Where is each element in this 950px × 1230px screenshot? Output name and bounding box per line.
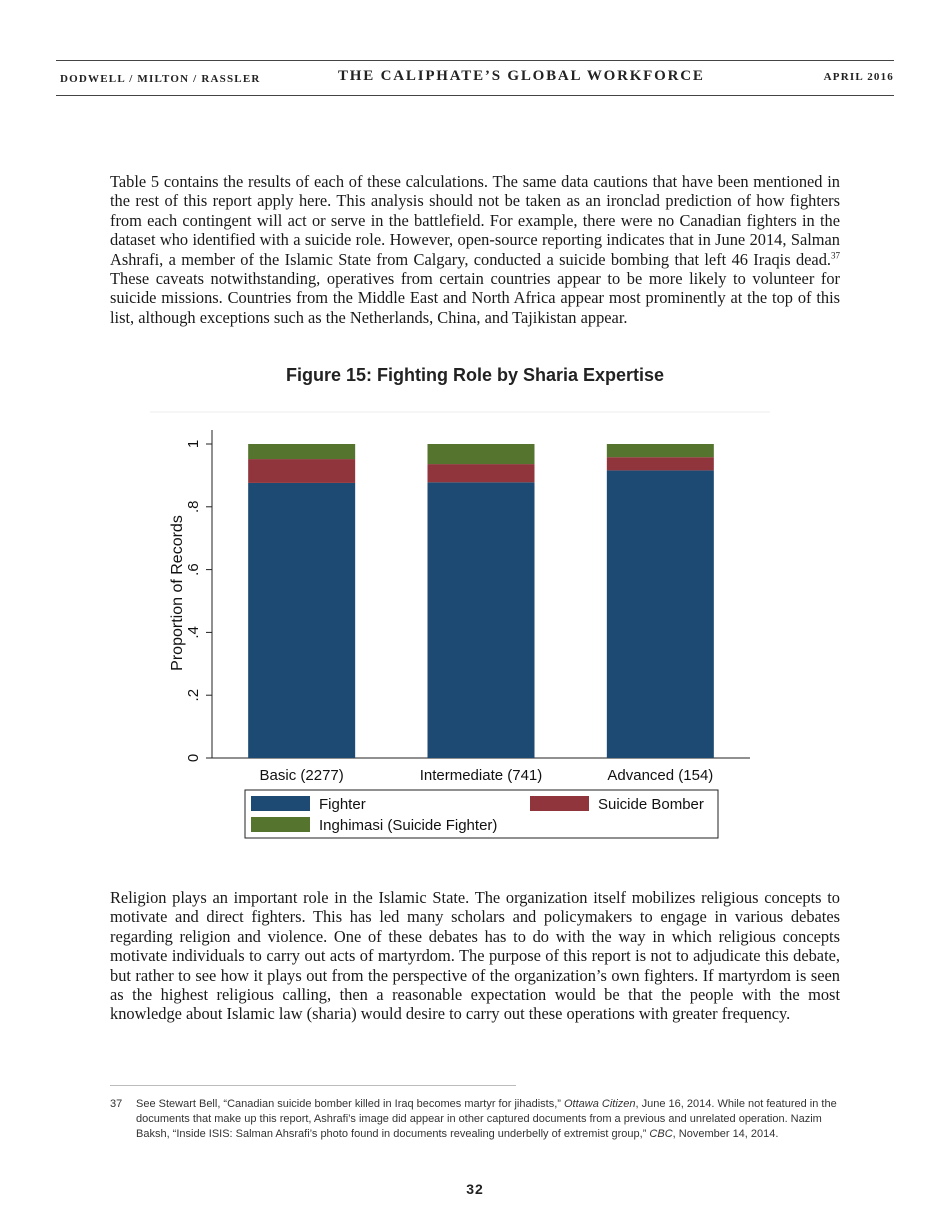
footnote-rule <box>110 1085 516 1086</box>
page-number: 32 <box>466 1181 484 1197</box>
footnote-source-1: Ottawa Citizen <box>563 1098 636 1110</box>
x-axis <box>206 758 750 784</box>
footnote-part-1: See Stewart Bell, “Canadian suicide bomber killed in Iraq becomes martyr for jihadists,” <box>136 1098 564 1110</box>
y-tick-label: .6 <box>185 563 202 576</box>
y-axis <box>185 430 212 762</box>
y-tick-label: .8 <box>185 500 202 514</box>
legend-label: Fighter <box>319 796 366 813</box>
paragraph-1-end: These caveats notwithstanding, operatives from certain countries appear to be more likely to volunteer for suicide missions. Countries from the Middle East and North Africa appear most prominently at the top of this list, although exceptions such as the Netherlands, China, and Tajikistan appear. <box>110 269 840 327</box>
bar-chart <box>150 410 770 850</box>
bar-inghimasi-suicide-fighter <box>607 444 714 457</box>
paragraph-1 <box>110 172 840 327</box>
legend-swatch <box>251 796 310 811</box>
x-tick-label: Intermediate (741) <box>419 767 543 784</box>
bar-inghimasi-suicide-fighter <box>248 444 355 459</box>
footnote-number: 37 <box>110 1098 123 1110</box>
x-tick-label: Basic (2277) <box>259 767 344 784</box>
bar-suicide-bomber <box>248 459 355 483</box>
bar-suicide-bomber <box>607 457 714 470</box>
y-axis-label: Proportion of Records <box>169 515 186 671</box>
legend-swatch <box>530 796 589 811</box>
x-tick-label: Advanced (154) <box>607 767 714 784</box>
y-tick-label: 1 <box>185 439 202 449</box>
figure-title: Figure 15: Fighting Role by Sharia Expertise <box>285 365 665 385</box>
header-title: THE CALIPHATE’S GLOBAL WORKFORCE <box>338 68 705 84</box>
bar-fighter <box>428 482 535 758</box>
bars-group <box>248 444 714 758</box>
bar-suicide-bomber <box>428 464 535 482</box>
y-tick-label: 0 <box>185 753 202 763</box>
legend-label: Suicide Bomber <box>598 796 704 813</box>
paragraph-1-text: Table 5 contains the results of each of these calculations. The same data cautions that have been mentioned in the rest of this report apply here. This analysis should not be taken as an ironclad prediction of how fighters from each contingent will act or serve in the battlefield. For example, there were no Canadian fighters in the dataset who identified with a suicide role. However, open-source reporting indicates that in June 2014, Salman Ashrafi, a member of the Islamic State from Calgary, conducted a suicide bombing that left 46 Iraqis dead. <box>110 172 840 269</box>
y-tick-label: .4 <box>185 626 202 639</box>
footnote-text <box>136 1097 842 1142</box>
footnote-ref[interactable]: 37 <box>831 250 840 261</box>
header-date: APRIL 2016 <box>823 71 894 83</box>
legend <box>245 790 718 838</box>
header-rule-bottom <box>56 95 894 96</box>
bar-fighter <box>248 483 355 758</box>
header-rule-top <box>56 60 894 61</box>
bar-inghimasi-suicide-fighter <box>428 444 535 464</box>
footnote <box>110 1097 842 1142</box>
bar-fighter <box>607 470 714 758</box>
legend-swatch <box>251 817 310 832</box>
footnote-source-2: CBC <box>649 1128 673 1140</box>
paragraph-2: Religion plays an important role in the Islamic State. The organization itself mobilizes religious concepts to motivate and direct fighters. This has led many scholars and policymakers to engage in various debates regarding religion and violence. One of these debates has to do with the way in which religious concepts motivate individuals to carry out acts of martyrdom. The purpose of this report is not to adjudicate this debate, but rather to see how it plays out from the perspective of the organization’s own fighters. If martyrdom is seen as the highest religious calling, then a reasonable expectation would be that the people with the most knowledge about Islamic law (sharia) would desire to carry out these operations with greater frequency. <box>110 888 840 1024</box>
y-tick-label: .2 <box>185 688 202 702</box>
legend-label: Inghimasi (Suicide Fighter) <box>319 817 498 834</box>
footnote-part-2: , June 16, 2014. While not featured in the documents that make up this report, Ashrafi’s image did appear in other captured documents from a previous and unrelated operation. Nazim Baksh, “Inside ISIS: Salman Ahsrafi’s photo found in documents revealing underbelly of extremist group,” <box>136 1098 837 1140</box>
header-authors: DODWELL / MILTON / RASSLER <box>60 73 261 85</box>
footnote-part-3: , November 14, 2014. <box>672 1128 779 1140</box>
